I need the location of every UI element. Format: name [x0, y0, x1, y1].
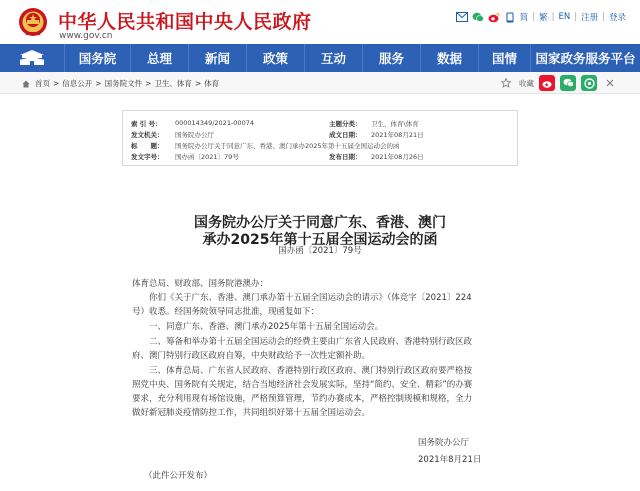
breadcrumb-sep: >: [95, 79, 102, 88]
breadcrumb-health-sports[interactable]: 卫生、体育: [154, 79, 192, 88]
paragraph-4-line-3: 要求，充分利用现有场馆设施，严格预算管理，节约办赛成本，严格控制规模和规格，全力: [132, 394, 473, 404]
top-links: [456, 11, 626, 23]
breadcrumb-home[interactable]: 首页: [35, 79, 50, 88]
breadcrumb-sports[interactable]: 体育: [204, 79, 220, 88]
nav-item-data[interactable]: 数据: [420, 44, 478, 72]
simplified-link[interactable]: 简: [519, 13, 529, 23]
link-separator: |: [532, 12, 536, 22]
document-title-line-1: 国务院办公厅关于同意广东、香港、澳门: [194, 215, 446, 231]
meta-index-label: 索 引 号：: [131, 120, 162, 128]
nav-item-policy[interactable]: 政策: [246, 44, 304, 72]
breadcrumb-state-council-docs[interactable]: 国务院文件: [104, 79, 143, 88]
weibo-icon[interactable]: [488, 11, 500, 23]
document-number: 国办函〔2021〕79号: [278, 246, 362, 256]
nav-item-services[interactable]: 服务: [362, 44, 420, 72]
meta-published-label: 发布日期：: [329, 153, 362, 161]
meta-index-value: 000014349/2021-00074: [175, 119, 254, 127]
meta-written-value: 2021年08月21日: [371, 131, 424, 139]
nav-item-news[interactable]: 新闻: [188, 44, 246, 72]
paragraph-1-line-2: 号）收悉。经国务院领导同志批准，现函复如下：: [132, 307, 320, 317]
page-tools: [498, 75, 618, 91]
tiananmen-icon: [17, 49, 47, 67]
meta-row: [123, 152, 517, 163]
register-link[interactable]: 注册: [581, 13, 599, 23]
meta-title-value: 国务院办公厅关于同意广东、香港、澳门承办2025年第十五届全国运动会的函: [175, 142, 400, 150]
mobile-icon[interactable]: [504, 11, 516, 23]
english-link[interactable]: EN: [558, 12, 571, 22]
breadcrumb-sep: >: [145, 79, 152, 88]
breadcrumb-sep: >: [53, 79, 60, 88]
breadcrumb-path: [22, 78, 219, 89]
login-link[interactable]: 登录: [608, 13, 626, 23]
nav-item-state-council[interactable]: 国务院: [64, 44, 130, 72]
meta-written-label: 成文日期：: [329, 131, 362, 139]
nav-item-service-platform[interactable]: 国家政务服务平台: [530, 44, 640, 72]
home-icon: [22, 80, 30, 88]
meta-docno-value: 国办函〔2021〕79号: [175, 153, 239, 161]
meta-issuer-value: 国务院办公厅: [175, 131, 214, 139]
meta-row: [123, 141, 517, 152]
link-separator: |: [602, 12, 605, 22]
meta-row: [123, 130, 517, 141]
meta-title-label: 标 题：: [131, 142, 164, 150]
nav-item-interaction[interactable]: 互动: [304, 44, 362, 72]
star-icon[interactable]: [498, 75, 514, 91]
breadcrumb-info-disclosure[interactable]: 信息公开: [62, 79, 93, 88]
national-emblem-icon[interactable]: [18, 6, 48, 38]
site-header: [0, 0, 640, 44]
document-title-line-2: 承办2025年第十五届全国运动会的函: [202, 232, 438, 248]
meta-published-value: 2021年08月26日: [371, 153, 424, 161]
paragraph-3-line-1: 二、筹备和举办第十五届全国运动会的经费主要由广东省人民政府、香港特别行政区政: [149, 337, 473, 347]
moments-share-icon[interactable]: [581, 75, 597, 91]
paragraph-4-line-1: 三、体育总局、广东省人民政府、香港特别行政区政府、澳门特别行政区政府要严格按: [149, 366, 473, 376]
paragraph-4-line-4: 做好新冠肺炎疫情防控工作，共同组织好第十五届全国运动会。: [132, 408, 371, 418]
link-separator: |: [551, 12, 555, 22]
meta-row: [123, 119, 517, 130]
sign-date: 2021年8月21日: [418, 455, 482, 465]
paragraph-1-line-1: 你们《关于广东、香港、澳门承办第十五届全国运动会的请示》（体竞字〔2021〕224: [149, 293, 472, 303]
salutation: 体育总局、财政部、国务院港澳办：: [132, 279, 269, 289]
site-title[interactable]: 中华人民共和国中央人民政府: [58, 11, 312, 33]
meta-category-label: 主题分类：: [329, 120, 362, 128]
nav-item-national-info[interactable]: 国情: [478, 44, 530, 72]
nav-home[interactable]: [0, 44, 64, 72]
link-separator: |: [574, 12, 578, 22]
meta-category-value: 卫生、体育\体育: [371, 120, 419, 128]
publication-note: （此件公开发布）: [144, 471, 213, 481]
paragraph-2: 一、同意广东、香港、澳门承办2025年第十五届全国运动会。: [149, 322, 384, 332]
favorite-label[interactable]: 收藏: [519, 78, 534, 88]
weibo-share-icon[interactable]: [539, 75, 555, 91]
document-body: [122, 178, 518, 491]
breadcrumb-sep: >: [194, 79, 202, 88]
main-nav: [0, 44, 640, 72]
traditional-link[interactable]: 繁: [539, 13, 548, 23]
signer: 国务院办公厅: [418, 438, 470, 448]
meta-docno-label: 发文字号：: [131, 153, 164, 161]
site-domain: www.gov.cn: [59, 31, 113, 41]
meta-issuer-label: 发文机关：: [131, 131, 164, 139]
paragraph-4-line-2: 照党中央、国务院有关规定，结合当地经济社会发展实际，坚持“简约、安全、精彩”的办赛: [132, 380, 473, 390]
breadcrumb: [0, 72, 640, 94]
wechat-share-icon[interactable]: [560, 75, 576, 91]
paragraph-3-line-2: 府、澳门特别行政区政府自筹，中央财政给予一次性定额补助。: [132, 351, 371, 361]
mail-icon[interactable]: [456, 11, 468, 23]
wechat-icon[interactable]: [472, 11, 484, 23]
document-meta-table: [122, 110, 518, 166]
nav-item-premier[interactable]: 总理: [130, 44, 188, 72]
more-icon[interactable]: [602, 75, 618, 91]
